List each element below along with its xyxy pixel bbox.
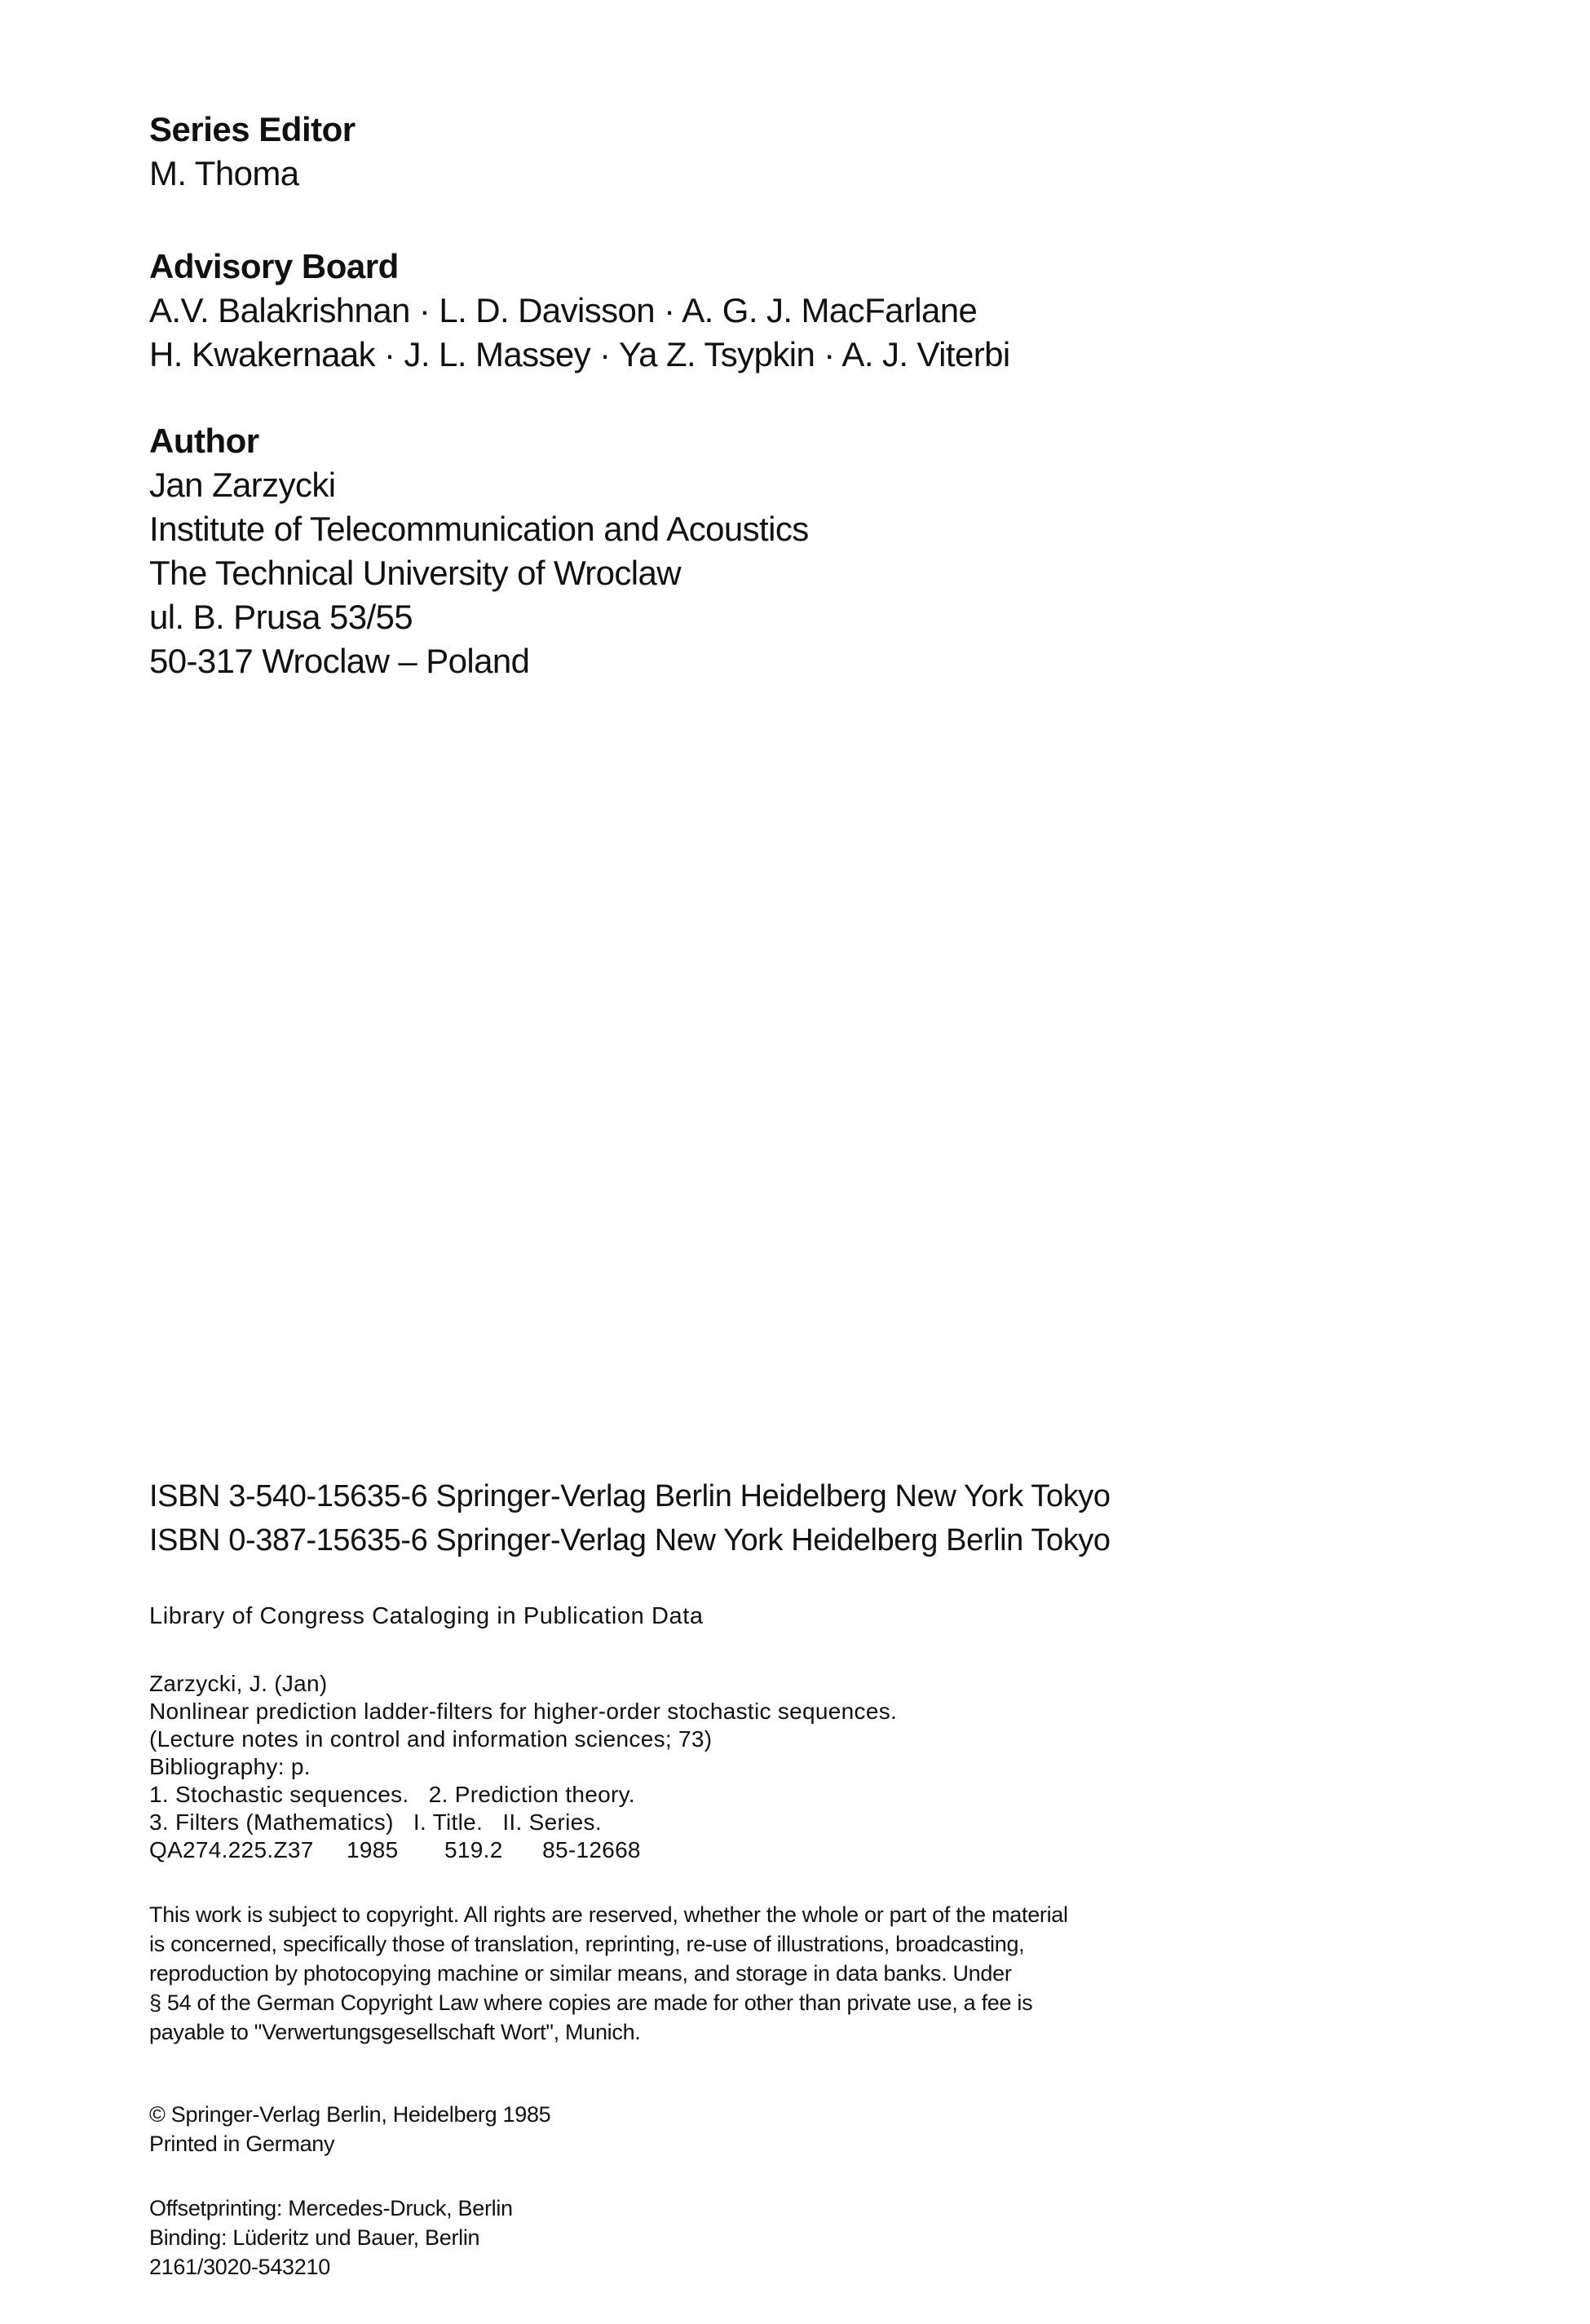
series-editor-heading: Series Editor (149, 110, 356, 148)
series-editor-block (149, 108, 1421, 196)
notice-line: reproduction by photocopying machine or similar means, and storage in data banks. Under (149, 1961, 1012, 1986)
advisory-board-line: H. Kwakernaak · J. L. Massey · Ya Z. Tsypkin · A. J. Viterbi (149, 335, 1010, 373)
advisory-board-heading: Advisory Board (149, 247, 399, 285)
cip-data-block (149, 1670, 1421, 1864)
copyright-block (149, 2100, 1421, 2158)
author-name: Jan Zarzycki (149, 466, 336, 504)
cip-line: Nonlinear prediction ladder-filters for higher-order stochastic sequences. (149, 1699, 898, 1724)
advisory-board-line: A.V. Balakrishnan · L. D. Davisson · A. G. J. MacFarlane (149, 291, 978, 329)
cip-line: 3. Filters (Mathematics) I. Title. II. Series. (149, 1809, 602, 1835)
copyright-notice (149, 1900, 1421, 2047)
copyright-line: © Springer-Verlag Berlin, Heidelberg 1985 (149, 2102, 551, 2127)
author-city: 50-317 Wroclaw – Poland (149, 642, 530, 680)
isbn-line: ISBN 0-387-15635-6 Springer-Verlag New York Heidelberg Berlin Tokyo (149, 1523, 1111, 1557)
print-code-line: 2161/3020-543210 (149, 2255, 330, 2279)
notice-line: § 54 of the German Copyright Law where copies are made for other than private use, a fee is (149, 1990, 1033, 2015)
isbn-line: ISBN 3-540-15635-6 Springer-Verlag Berlin Heidelberg New York Tokyo (149, 1479, 1111, 1513)
cip-title: Library of Congress Cataloging in Publication Data (149, 1603, 704, 1629)
series-editor-name: M. Thoma (149, 154, 299, 192)
printed-in-line: Printed in Germany (149, 2132, 335, 2156)
printing-block (149, 2194, 1421, 2282)
notice-line: payable to "Verwertungsgesellschaft Wort", Munich. (149, 2020, 641, 2044)
author-institute: Institute of Telecommunication and Acoustics (149, 510, 809, 548)
notice-line: This work is subject to copyright. All rights are reserved, whether the whole or part of the material (149, 1902, 1068, 1927)
offsetprinting-line: Offsetprinting: Mercedes-Druck, Berlin (149, 2196, 513, 2220)
author-heading: Author (149, 422, 259, 460)
advisory-board-block (149, 245, 1421, 377)
cip-line: 1. Stochastic sequences. 2. Prediction theory. (149, 1782, 635, 1807)
binding-line: Binding: Lüderitz und Bauer, Berlin (149, 2225, 480, 2250)
cip-line: QA274.225.Z37 1985 519.2 85-12668 (149, 1837, 641, 1862)
notice-line: is concerned, specifically those of translation, reprinting, re-use of illustrations, broadcasting, (149, 1932, 1025, 1956)
cip-line: Zarzycki, J. (Jan) (149, 1671, 328, 1696)
cip-line: (Lecture notes in control and information sciences; 73) (149, 1726, 713, 1752)
cip-title-block (149, 1600, 1421, 1633)
author-block (149, 419, 1421, 683)
author-university: The Technical University of Wroclaw (149, 554, 682, 592)
cip-line: Bibliography: p. (149, 1754, 311, 1779)
isbn-block (149, 1474, 1421, 1562)
author-street: ul. B. Prusa 53/55 (149, 598, 413, 636)
